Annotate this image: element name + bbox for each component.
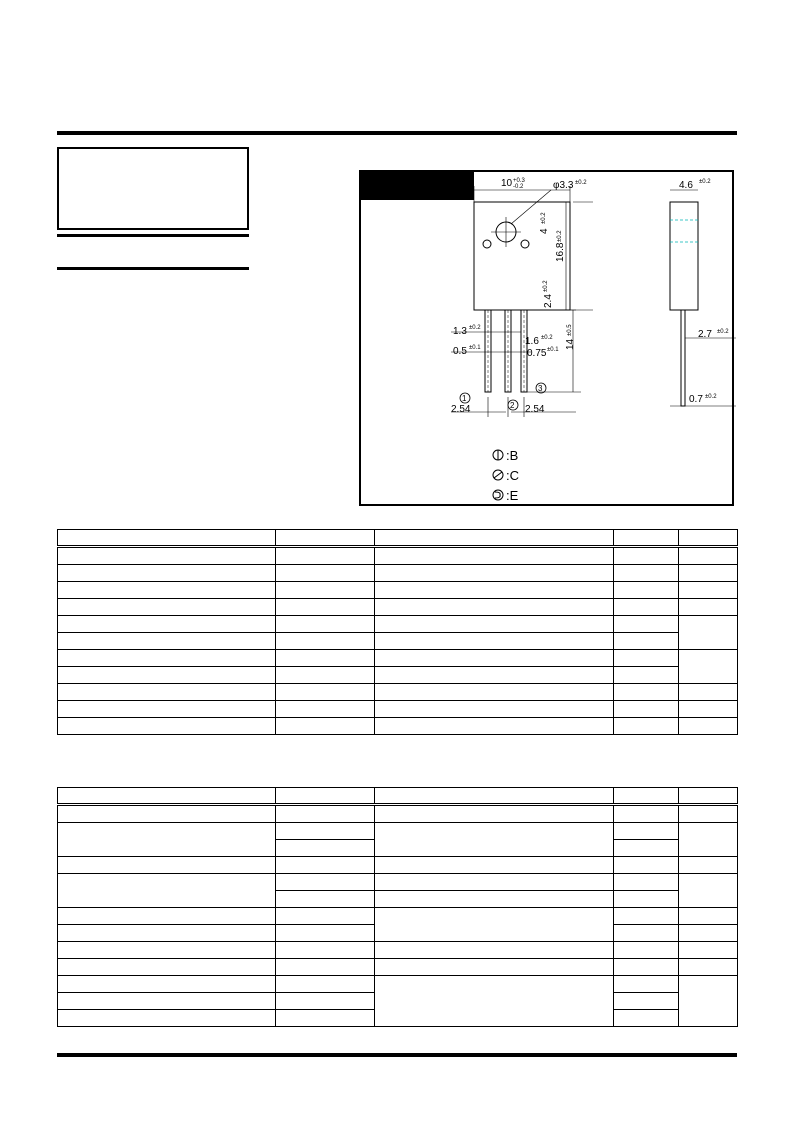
marker-hole-left bbox=[483, 240, 491, 248]
dim-side-thick: 4.6 bbox=[679, 180, 693, 191]
dim-hole-offset: 4 bbox=[539, 228, 550, 234]
dim-width: 10 bbox=[501, 178, 513, 189]
table-row bbox=[58, 633, 738, 650]
dim-side-lead: 2.7 bbox=[698, 329, 712, 340]
table-row bbox=[58, 547, 738, 565]
dim-body-height: 16.8 bbox=[555, 242, 566, 262]
table-row bbox=[58, 565, 738, 582]
package-body-side bbox=[670, 202, 698, 310]
package-outline-drawing bbox=[359, 170, 734, 506]
table-row bbox=[58, 805, 738, 823]
top-rule bbox=[57, 131, 737, 135]
bottom-rule bbox=[57, 1053, 737, 1057]
dim-pitch-right: 2.54 bbox=[525, 404, 545, 415]
dim-lead-start: 2.4 bbox=[543, 294, 554, 308]
section-rule-lower bbox=[57, 267, 249, 270]
dim-pitch-left: 2.54 bbox=[451, 404, 471, 415]
drawing-header-bar bbox=[361, 172, 474, 200]
dim-side-lead-thick-tol: ±0.2 bbox=[705, 394, 717, 400]
dim-lead-thick-a: 0.5 bbox=[453, 346, 467, 357]
characteristics-table bbox=[57, 787, 738, 1027]
table-row bbox=[58, 976, 738, 993]
pin3-marker: 3 bbox=[538, 384, 543, 393]
table-row bbox=[58, 667, 738, 684]
table-row bbox=[58, 701, 738, 718]
table-row bbox=[58, 874, 738, 891]
table-row bbox=[58, 908, 738, 925]
package-outline-svg bbox=[361, 172, 736, 508]
table-row bbox=[58, 718, 738, 735]
table-row bbox=[58, 942, 738, 959]
table-row bbox=[58, 684, 738, 701]
table-header-row bbox=[58, 530, 738, 547]
dim-body-height-tol: ±0.2 bbox=[557, 230, 563, 242]
ratings-table bbox=[57, 529, 738, 735]
table-row bbox=[58, 650, 738, 667]
legend-collector: :C bbox=[506, 468, 519, 483]
dim-lead-length-tol: ±0.5 bbox=[567, 324, 573, 336]
legend-base: :B bbox=[506, 448, 519, 463]
dim-width-tol-upper: +0.3 bbox=[513, 178, 525, 184]
dim-lead-length: 14 bbox=[565, 338, 576, 350]
table-row bbox=[58, 823, 738, 840]
dim-lead-thick-b-tol: ±0.1 bbox=[547, 347, 559, 353]
dim-lead-thick-b: 0.75 bbox=[527, 348, 547, 359]
table-row bbox=[58, 959, 738, 976]
table-row bbox=[58, 616, 738, 633]
dim-lead-width-a: 1.3 bbox=[453, 326, 467, 337]
pin2-marker: 2 bbox=[510, 401, 515, 410]
dim-side-lead-tol: ±0.2 bbox=[717, 329, 729, 335]
dim-hole-tol: ±0.2 bbox=[575, 180, 587, 186]
table-row bbox=[58, 599, 738, 616]
dim-lead-start-tol: ±0.2 bbox=[543, 280, 549, 292]
dim-hole-offset-tol: ±0.2 bbox=[541, 212, 547, 224]
side-lead bbox=[681, 310, 685, 406]
dim-lead-thick-a-tol: ±0.1 bbox=[469, 345, 481, 351]
legend-emitter: :E bbox=[506, 488, 519, 503]
pin1-marker: 1 bbox=[462, 394, 467, 403]
part-number-box bbox=[57, 147, 249, 230]
marker-hole-right bbox=[521, 240, 529, 248]
dim-side-thick-tol: ±0.2 bbox=[699, 179, 711, 185]
table-header-row bbox=[58, 788, 738, 805]
dim-width-tol-lower: -0.2 bbox=[513, 184, 524, 190]
dim-lead-width-b: 1.6 bbox=[525, 336, 539, 347]
dim-side-lead-thick: 0.7 bbox=[689, 394, 703, 405]
section-rule-upper bbox=[57, 234, 249, 237]
table-row bbox=[58, 582, 738, 599]
dim-hole: φ3.3 bbox=[553, 180, 574, 191]
dim-lead-width-b-tol: ±0.2 bbox=[541, 335, 553, 341]
front-leads bbox=[485, 310, 527, 392]
dim-lead-width-a-tol: ±0.2 bbox=[469, 325, 481, 331]
table-row bbox=[58, 857, 738, 874]
